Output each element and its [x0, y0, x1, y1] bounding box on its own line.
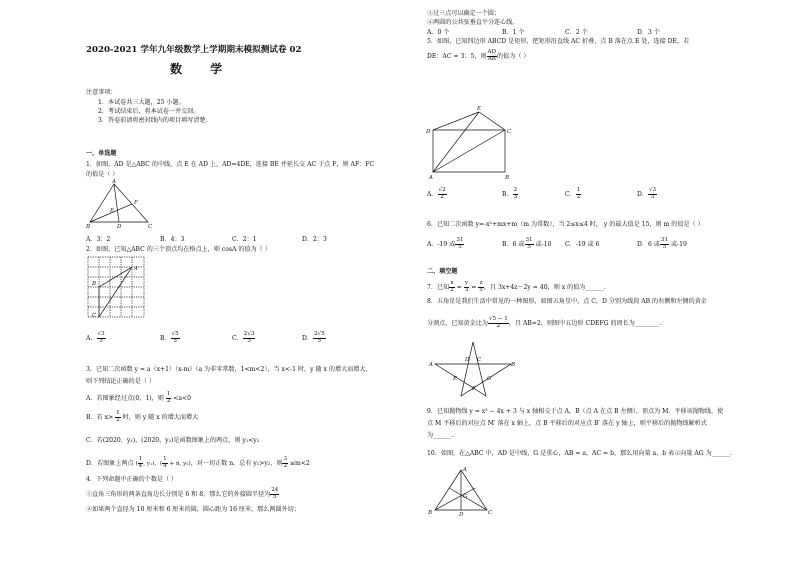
exam-title: 2020-2021 学年九年级数学上学期期末模拟测试卷 02 [86, 45, 302, 55]
fig-label: A [112, 179, 116, 185]
subject-heading: 数 学 [170, 62, 235, 76]
question-1-text: 1．如图，AD 是△ABC 的中线，点 E 在 AD 上，AD=4DE，连接 BE 并延长交 AC 于点 F，则 AF：FC [86, 161, 375, 168]
question-6-option-b: B．6 或 $\frac{31}{5}$ 或-10 [502, 237, 552, 250]
question-4-statement-3: ③过三点可以确定一个圆； [427, 10, 501, 17]
question-6-option-a: A．-19 或 $\frac{31}{5}$ [427, 237, 464, 250]
fig-label: A [463, 467, 467, 473]
question-5-text: 5．如图，已知四边形 ABCD 是矩形，把矩形沿直线 AC 折叠，点 B 落在点 E 处，连接 DE，若 [427, 38, 690, 45]
question-2-option-a: A． $\frac{√3}{3}$ [86, 331, 105, 344]
fig-label: E [453, 376, 458, 382]
fig-label: A [429, 362, 433, 368]
fig-label: G [463, 494, 468, 500]
question-3-option-a: A．若图象经过点(0，1)，则 $\frac{1}{2}$ <a<0 [86, 391, 192, 404]
fig-label: E [477, 106, 482, 112]
question-2-option-b: B． $\frac{√5}{5}$ [160, 331, 179, 344]
notes-item: 3．答卷前请将密封线内的项目填写清楚。 [98, 117, 212, 124]
fig-label: A [134, 266, 138, 272]
fig-label: C [477, 357, 482, 363]
question-5-option-c: C． $\frac{1}{2}$ [565, 187, 581, 200]
question-4-statement-1: ①直角三角形的两条直角边长分别是 6 和 8，那么它的外接圆半径为 $\frac{24}{5}$ [86, 487, 279, 500]
question-5-option-d: D． $\frac{√3}{3}$ [637, 187, 657, 200]
notes-item: 2．考试结束后，将本试卷一并交回。 [98, 108, 200, 115]
fig-label: D [465, 357, 470, 363]
fig-label: D [426, 129, 431, 135]
question-3-text: 3．已知二次函数 y = a（x+1）（x-m）（a 为非零常数，1<m<2），当 x<-1 时，y 随 x 的增大而增大， [86, 366, 372, 373]
question-8-text: 8．五角星是我们生活中常见的一种图形，如图五角星中，点 C，D 分别为线段 AB 的右侧和左侧的黄金 [427, 298, 707, 305]
question-4-text: 4．下列命题中正确的个数是（ ） [86, 476, 178, 483]
question-10-text: 10．如图，在△ABC 中，AD 是中线，G 是重心，AB = a，AC = b，那么用向量 a、b 表示向量 AG 为______. [427, 450, 732, 457]
fig-label: E [110, 208, 115, 214]
fig-label: B [505, 175, 510, 181]
question-5-option-b: B． $\frac{2}{3}$ [502, 187, 518, 200]
question-1-option-d: D．2：3 [302, 236, 327, 243]
question-9-text-end: 为______. [427, 432, 454, 439]
question-2-option-c: C． $\frac{2√3}{3}$ [232, 331, 255, 344]
notes-heading: 注意事项： [86, 89, 117, 96]
section-heading-fill-in: 二、填空题 [427, 268, 458, 275]
question-6-option-d: D．6 或 $\frac{31}{5}$ 或-19 [637, 237, 687, 250]
question-3-option-d: D．若图象上两点 ( $\frac{1}{4}$ , y₁)，( $\frac{1}{4}$ + n, y₂)，对一切正数 n，总有 y₁>y₂，则 $\frac{3}{2}$ ≤m<2 [86, 456, 310, 469]
question-6-text: 6．已知二次函数 y=-x²+mx+m（m 为常数），当 2≤x≤4 时， y 的最大值是 15，则 m 的值是（ ） [427, 221, 704, 228]
fig-label: F [472, 386, 476, 392]
question-5-rectangle-figure [426, 80, 513, 181]
question-2-grid-figure [88, 257, 144, 319]
fig-label: G [487, 376, 492, 382]
question-7-text: 7．已知 $\frac{x}{2}$ = $\frac{y}{3}$ = $\frac{z}{5}$ ，且 3x+4z－2y = 40，则 x 的值为______. [427, 280, 606, 293]
question-4-option-c: C．2 个 [565, 29, 588, 36]
fig-label: C [488, 510, 493, 516]
fig-label: B [86, 224, 91, 230]
question-4-option-b: B．1 个 [502, 29, 525, 36]
fig-label: C [92, 313, 97, 319]
question-4-option-d: D．3 个 [637, 29, 660, 36]
question-10-triangle-figure [428, 466, 493, 518]
question-9-text-cont: 点 M 平移后的对应点 M′ 落在 x 轴上，点 B 平移后的对应点 B′ 落在 y 轴上，则平移后的抛物线解析式 [427, 420, 707, 427]
exam-page-right [397, 0, 794, 562]
question-1-triangle-figure [86, 180, 156, 230]
fig-label: F [134, 200, 138, 206]
question-5-option-a: A． $\frac{√2}{2}$ [427, 187, 446, 200]
question-8-text-cont: 分割点，已知黄金比为 $\frac{√5 - 1}{2}$ ，且 AB=2，则图中五边形 CDEFG 的周长为________. [427, 316, 662, 329]
question-4-statement-2: ②如果两个直径为 10 厘米和 6 厘米的圆，圆心距为 16 厘米，那么两圆外切； [86, 506, 300, 513]
section-heading-single-choice: 一、单选题 [86, 150, 117, 157]
fig-label: D [459, 512, 464, 518]
fig-label: B [92, 281, 97, 287]
question-1-option-b: B．4：3 [160, 236, 185, 243]
fig-label: D [117, 224, 122, 230]
question-1-text-cont: 的值是（ ） [86, 171, 119, 178]
question-4-option-a: A．0 个 [427, 29, 450, 36]
question-3-text-cont: 则下列结论正确的是（ ） [86, 378, 155, 385]
fig-label: B [511, 362, 516, 368]
question-8-star-figure [431, 340, 515, 400]
question-6-option-c: C．-19 或 6 [565, 241, 600, 248]
question-2-text: 2．如图，已知△ABC 的三个顶点均在格点上，则 cosA 的值为（ ） [86, 246, 271, 253]
notes-item: 1．本试卷共三大题，25 小题。 [98, 99, 185, 106]
fig-label: B [428, 510, 433, 516]
question-3-option-b: B．若 x> $\frac{1}{2}$ 时，则 y 随 x 的增大而增大 [86, 410, 199, 423]
question-2-option-d: D． $\frac{2√5}{5}$ [302, 331, 325, 344]
question-1-option-a: A．3：2 [86, 236, 111, 243]
question-5-text-cont: DE：AC = 3：5，则 $\frac{AD}{AB}$ 的值为（ ） [427, 49, 530, 62]
question-9-text: 9．已知抛物线 y = x² − 4x + 3 与 x 轴相交于点 A，B（点 A 在点 B 左侧），顶点为 M．平移该抛物线，使 [427, 408, 724, 415]
question-4-statement-4: ④两圆的公共弦垂直平分连心线。 [427, 19, 519, 26]
fig-label: C [148, 224, 153, 230]
question-3-option-c: C．若(2020，y₁)，(2020，y₂)是函数图象上的两点，则 y₁<y₂ [86, 437, 260, 444]
question-1-option-c: C．2：1 [232, 236, 257, 243]
fig-label: C [507, 129, 512, 135]
fig-label: A [429, 175, 433, 181]
